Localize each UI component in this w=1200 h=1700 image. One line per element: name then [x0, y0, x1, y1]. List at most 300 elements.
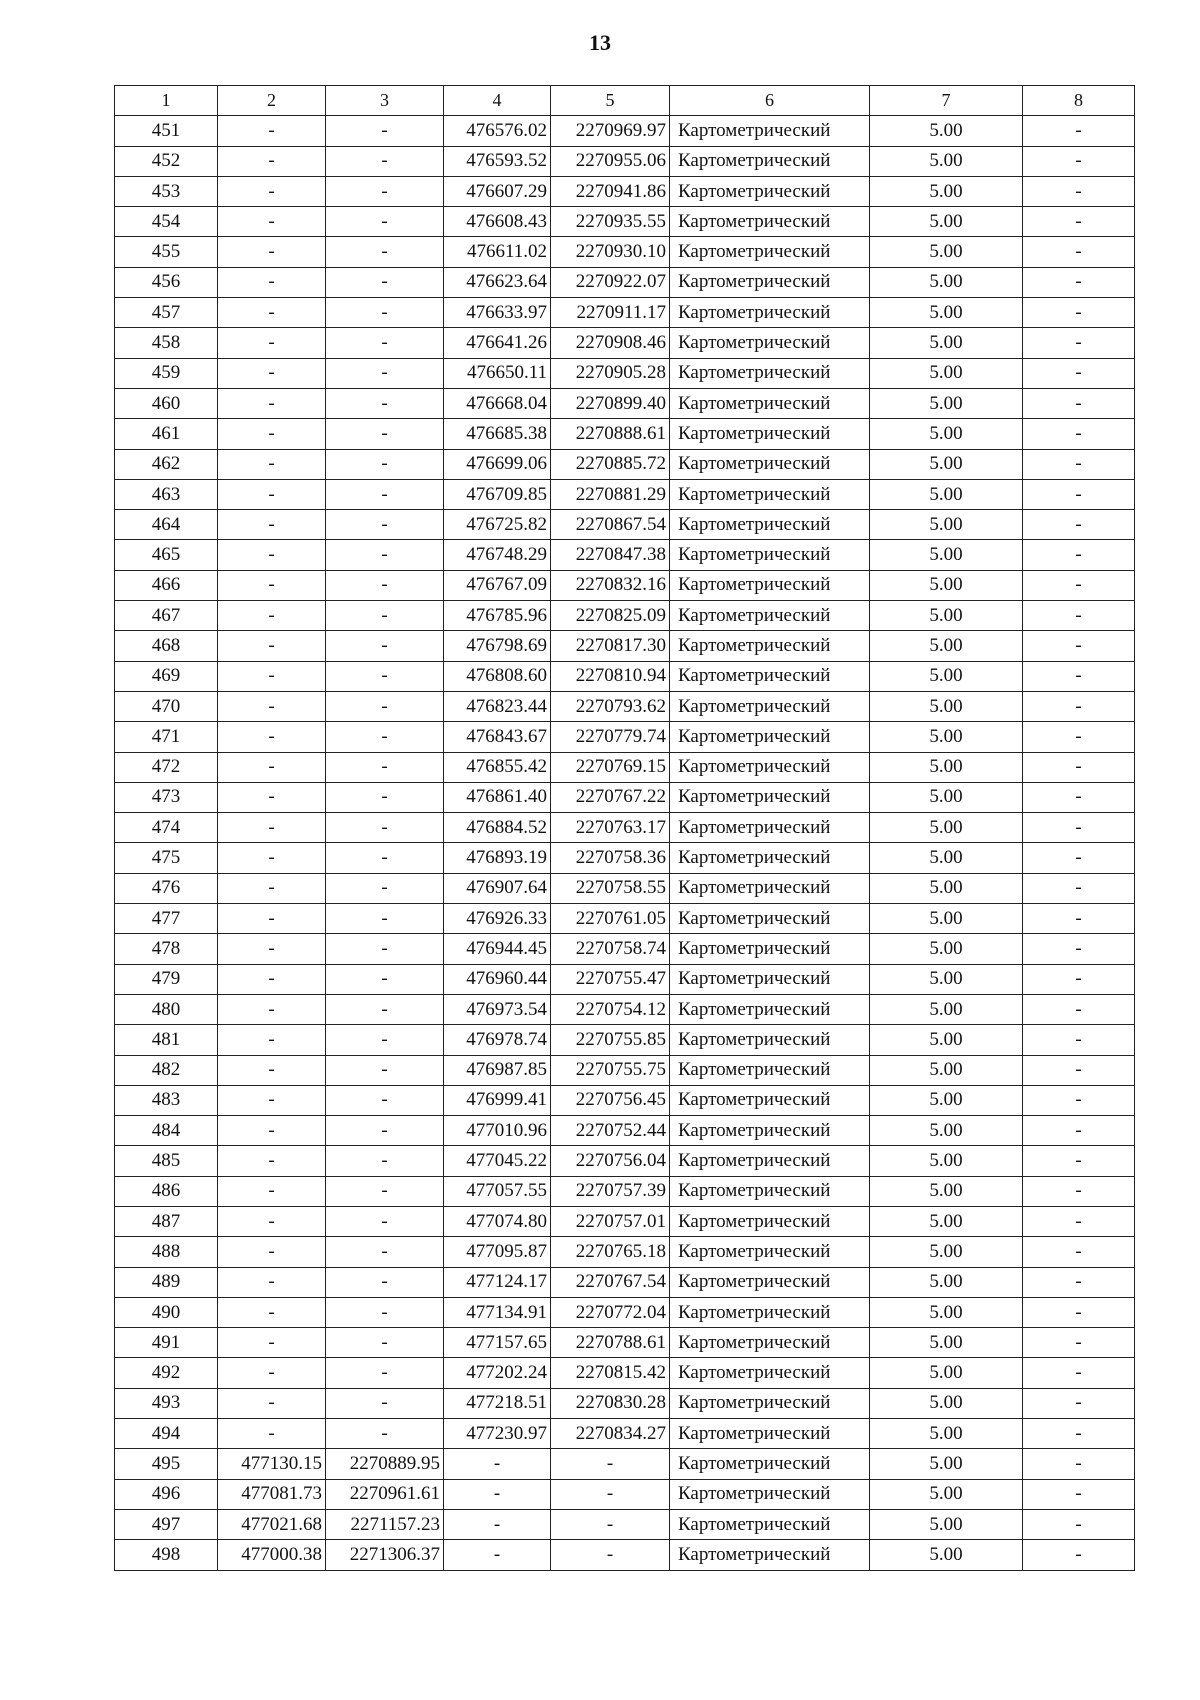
col2-x-cell: -: [218, 1206, 326, 1236]
method-cell: Картометрический: [670, 328, 870, 358]
point-number-cell: 462: [115, 449, 218, 479]
col5-y-cell: 2270761.05: [551, 904, 670, 934]
col5-y-cell: 2270767.22: [551, 782, 670, 812]
col8-cell: -: [1023, 1358, 1135, 1388]
method-cell: Картометрический: [670, 1085, 870, 1115]
accuracy-cell: 5.00: [870, 479, 1023, 509]
point-number-cell: 451: [115, 116, 218, 146]
col4-x-cell: 476785.96: [444, 601, 551, 631]
col4-x-cell: 476808.60: [444, 661, 551, 691]
col3-y-cell: 2271306.37: [326, 1540, 444, 1570]
accuracy-cell: 5.00: [870, 1479, 1023, 1509]
table-row: [115, 1055, 1135, 1085]
col3-y-cell: -: [326, 964, 444, 994]
col2-x-cell: -: [218, 388, 326, 418]
accuracy-cell: 5.00: [870, 782, 1023, 812]
col3-y-cell: -: [326, 510, 444, 540]
method-cell: Картометрический: [670, 1328, 870, 1358]
col5-y-cell: 2270772.04: [551, 1297, 670, 1327]
col4-x-cell: 477074.80: [444, 1206, 551, 1236]
col4-x-cell: 476725.82: [444, 510, 551, 540]
col3-y-cell: -: [326, 116, 444, 146]
accuracy-cell: 5.00: [870, 994, 1023, 1024]
col2-x-cell: -: [218, 661, 326, 691]
accuracy-cell: 5.00: [870, 1116, 1023, 1146]
col3-y-cell: -: [326, 146, 444, 176]
col8-cell: -: [1023, 298, 1135, 328]
accuracy-cell: 5.00: [870, 1358, 1023, 1388]
col5-y-cell: 2270941.86: [551, 176, 670, 206]
col3-y-cell: -: [326, 358, 444, 388]
col5-y-cell: 2270969.97: [551, 116, 670, 146]
col8-cell: -: [1023, 388, 1135, 418]
accuracy-cell: 5.00: [870, 419, 1023, 449]
col5-y-cell: 2270757.01: [551, 1206, 670, 1236]
col5-y-cell: 2270817.30: [551, 631, 670, 661]
table-row: [115, 1297, 1135, 1327]
col3-y-cell: -: [326, 1085, 444, 1115]
col5-y-cell: 2270899.40: [551, 388, 670, 418]
accuracy-cell: 5.00: [870, 631, 1023, 661]
table-row: [115, 510, 1135, 540]
table-row: [115, 146, 1135, 176]
accuracy-cell: 5.00: [870, 691, 1023, 721]
col3-y-cell: -: [326, 388, 444, 418]
col8-cell: -: [1023, 691, 1135, 721]
accuracy-cell: 5.00: [870, 873, 1023, 903]
point-number-cell: 474: [115, 813, 218, 843]
method-cell: Картометрический: [670, 1267, 870, 1297]
accuracy-cell: 5.00: [870, 843, 1023, 873]
col8-cell: -: [1023, 843, 1135, 873]
col4-x-cell: -: [444, 1449, 551, 1479]
col3-y-cell: -: [326, 631, 444, 661]
col8-cell: -: [1023, 994, 1135, 1024]
table-row: [115, 298, 1135, 328]
table-row: [115, 358, 1135, 388]
method-cell: Картометрический: [670, 1206, 870, 1236]
col2-x-cell: -: [218, 479, 326, 509]
table-row: [115, 782, 1135, 812]
col8-cell: -: [1023, 1146, 1135, 1176]
column-header: 2: [218, 86, 326, 116]
point-number-cell: 453: [115, 176, 218, 206]
method-cell: Картометрический: [670, 964, 870, 994]
accuracy-cell: 5.00: [870, 1297, 1023, 1327]
method-cell: Картометрический: [670, 358, 870, 388]
col4-x-cell: 476944.45: [444, 934, 551, 964]
table-body: [115, 116, 1135, 1570]
col4-x-cell: 477057.55: [444, 1176, 551, 1206]
point-number-cell: 459: [115, 358, 218, 388]
col8-cell: -: [1023, 1025, 1135, 1055]
col2-x-cell: 477021.68: [218, 1509, 326, 1539]
table-row: [115, 904, 1135, 934]
col2-x-cell: -: [218, 358, 326, 388]
method-cell: Картометрический: [670, 237, 870, 267]
col8-cell: -: [1023, 1116, 1135, 1146]
col2-x-cell: -: [218, 994, 326, 1024]
table-row: [115, 722, 1135, 752]
table-row: [115, 813, 1135, 843]
col3-y-cell: -: [326, 934, 444, 964]
col2-x-cell: -: [218, 449, 326, 479]
accuracy-cell: 5.00: [870, 176, 1023, 206]
col8-cell: -: [1023, 661, 1135, 691]
col3-y-cell: -: [326, 237, 444, 267]
col8-cell: -: [1023, 904, 1135, 934]
col8-cell: -: [1023, 237, 1135, 267]
col8-cell: -: [1023, 419, 1135, 449]
col4-x-cell: -: [444, 1509, 551, 1539]
col5-y-cell: 2270752.44: [551, 1116, 670, 1146]
col8-cell: -: [1023, 1328, 1135, 1358]
col2-x-cell: -: [218, 631, 326, 661]
col4-x-cell: 476926.33: [444, 904, 551, 934]
method-cell: Картометрический: [670, 1237, 870, 1267]
column-header: 1: [115, 86, 218, 116]
accuracy-cell: 5.00: [870, 1449, 1023, 1479]
col2-x-cell: -: [218, 267, 326, 297]
table-row: [115, 1025, 1135, 1055]
method-cell: Картометрический: [670, 510, 870, 540]
col8-cell: -: [1023, 752, 1135, 782]
col8-cell: -: [1023, 934, 1135, 964]
method-cell: Картометрический: [670, 298, 870, 328]
method-cell: Картометрический: [670, 388, 870, 418]
col2-x-cell: -: [218, 176, 326, 206]
col4-x-cell: 476843.67: [444, 722, 551, 752]
col3-y-cell: -: [326, 540, 444, 570]
table-row: [115, 237, 1135, 267]
accuracy-cell: 5.00: [870, 964, 1023, 994]
col5-y-cell: 2270885.72: [551, 449, 670, 479]
col5-y-cell: 2270758.36: [551, 843, 670, 873]
col8-cell: -: [1023, 1055, 1135, 1085]
col3-y-cell: -: [326, 843, 444, 873]
table-row: [115, 873, 1135, 903]
method-cell: Картометрический: [670, 449, 870, 479]
table-row: [115, 994, 1135, 1024]
accuracy-cell: 5.00: [870, 1206, 1023, 1236]
point-number-cell: 455: [115, 237, 218, 267]
col5-y-cell: -: [551, 1479, 670, 1509]
table-row: [115, 1176, 1135, 1206]
col2-x-cell: -: [218, 298, 326, 328]
col3-y-cell: -: [326, 1328, 444, 1358]
col3-y-cell: -: [326, 661, 444, 691]
col5-y-cell: 2270756.45: [551, 1085, 670, 1115]
col8-cell: -: [1023, 328, 1135, 358]
table-row: [115, 449, 1135, 479]
col2-x-cell: -: [218, 964, 326, 994]
col5-y-cell: 2270922.07: [551, 267, 670, 297]
point-number-cell: 465: [115, 540, 218, 570]
method-cell: Картометрический: [670, 146, 870, 176]
accuracy-cell: 5.00: [870, 1328, 1023, 1358]
col5-y-cell: 2270758.55: [551, 873, 670, 903]
point-number-cell: 479: [115, 964, 218, 994]
col2-x-cell: -: [218, 782, 326, 812]
table-row: [115, 1540, 1135, 1570]
method-cell: Картометрический: [670, 1358, 870, 1388]
col5-y-cell: 2270788.61: [551, 1328, 670, 1358]
col4-x-cell: 476641.26: [444, 328, 551, 358]
accuracy-cell: 5.00: [870, 207, 1023, 237]
table-row: [115, 570, 1135, 600]
col3-y-cell: -: [326, 1358, 444, 1388]
col5-y-cell: -: [551, 1509, 670, 1539]
col2-x-cell: 477000.38: [218, 1540, 326, 1570]
col4-x-cell: 476633.97: [444, 298, 551, 328]
method-cell: Картометрический: [670, 116, 870, 146]
col3-y-cell: -: [326, 328, 444, 358]
point-number-cell: 464: [115, 510, 218, 540]
col3-y-cell: -: [326, 419, 444, 449]
col5-y-cell: 2270755.75: [551, 1055, 670, 1085]
column-header: 4: [444, 86, 551, 116]
col3-y-cell: -: [326, 298, 444, 328]
accuracy-cell: 5.00: [870, 510, 1023, 540]
col2-x-cell: -: [218, 1055, 326, 1085]
col4-x-cell: 476650.11: [444, 358, 551, 388]
col8-cell: -: [1023, 176, 1135, 206]
col2-x-cell: -: [218, 510, 326, 540]
col8-cell: -: [1023, 479, 1135, 509]
col3-y-cell: 2270961.61: [326, 1479, 444, 1509]
point-number-cell: 480: [115, 994, 218, 1024]
col3-y-cell: -: [326, 994, 444, 1024]
col5-y-cell: 2270935.55: [551, 207, 670, 237]
method-cell: Картометрический: [670, 479, 870, 509]
point-number-cell: 472: [115, 752, 218, 782]
col4-x-cell: 476823.44: [444, 691, 551, 721]
col3-y-cell: -: [326, 1116, 444, 1146]
col5-y-cell: 2270834.27: [551, 1419, 670, 1449]
col8-cell: -: [1023, 1267, 1135, 1297]
accuracy-cell: 5.00: [870, 388, 1023, 418]
accuracy-cell: 5.00: [870, 601, 1023, 631]
column-header: 8: [1023, 86, 1135, 116]
point-number-cell: 460: [115, 388, 218, 418]
col4-x-cell: 476699.06: [444, 449, 551, 479]
table-row: [115, 419, 1135, 449]
col5-y-cell: 2270754.12: [551, 994, 670, 1024]
table-row: [115, 1479, 1135, 1509]
point-number-cell: 467: [115, 601, 218, 631]
point-number-cell: 469: [115, 661, 218, 691]
method-cell: Картометрический: [670, 994, 870, 1024]
accuracy-cell: 5.00: [870, 116, 1023, 146]
table-row: [115, 843, 1135, 873]
accuracy-cell: 5.00: [870, 1085, 1023, 1115]
col4-x-cell: 476668.04: [444, 388, 551, 418]
column-header: 7: [870, 86, 1023, 116]
col2-x-cell: -: [218, 1116, 326, 1146]
table-row: [115, 752, 1135, 782]
point-number-cell: 477: [115, 904, 218, 934]
method-cell: Картометрический: [670, 1176, 870, 1206]
col3-y-cell: -: [326, 873, 444, 903]
point-number-cell: 468: [115, 631, 218, 661]
col2-x-cell: 477081.73: [218, 1479, 326, 1509]
col5-y-cell: 2270755.47: [551, 964, 670, 994]
accuracy-cell: 5.00: [870, 722, 1023, 752]
col2-x-cell: -: [218, 1297, 326, 1327]
col5-y-cell: 2270825.09: [551, 601, 670, 631]
col8-cell: -: [1023, 873, 1135, 903]
method-cell: Картометрический: [670, 722, 870, 752]
col3-y-cell: -: [326, 1419, 444, 1449]
col3-y-cell: -: [326, 479, 444, 509]
table-row: [115, 1237, 1135, 1267]
method-cell: Картометрический: [670, 1509, 870, 1539]
col8-cell: -: [1023, 1085, 1135, 1115]
col4-x-cell: -: [444, 1540, 551, 1570]
col5-y-cell: 2270830.28: [551, 1388, 670, 1418]
col5-y-cell: 2270793.62: [551, 691, 670, 721]
col3-y-cell: -: [326, 1025, 444, 1055]
col2-x-cell: -: [218, 1419, 326, 1449]
col3-y-cell: -: [326, 691, 444, 721]
point-number-cell: 470: [115, 691, 218, 721]
col5-y-cell: 2270881.29: [551, 479, 670, 509]
point-number-cell: 458: [115, 328, 218, 358]
table-row: [115, 631, 1135, 661]
col4-x-cell: 476685.38: [444, 419, 551, 449]
point-number-cell: 490: [115, 1297, 218, 1327]
col5-y-cell: 2270930.10: [551, 237, 670, 267]
col4-x-cell: 476855.42: [444, 752, 551, 782]
table-row: [115, 601, 1135, 631]
point-number-cell: 485: [115, 1146, 218, 1176]
column-header: 3: [326, 86, 444, 116]
col2-x-cell: -: [218, 1025, 326, 1055]
col8-cell: -: [1023, 449, 1135, 479]
col5-y-cell: 2270765.18: [551, 1237, 670, 1267]
method-cell: Картометрический: [670, 1116, 870, 1146]
column-header: 6: [670, 86, 870, 116]
col8-cell: -: [1023, 631, 1135, 661]
col3-y-cell: 2270889.95: [326, 1449, 444, 1479]
col5-y-cell: 2270832.16: [551, 570, 670, 600]
col5-y-cell: 2270955.06: [551, 146, 670, 176]
col8-cell: -: [1023, 722, 1135, 752]
col2-x-cell: 477130.15: [218, 1449, 326, 1479]
col3-y-cell: -: [326, 449, 444, 479]
method-cell: Картометрический: [670, 752, 870, 782]
accuracy-cell: 5.00: [870, 298, 1023, 328]
column-header: 5: [551, 86, 670, 116]
method-cell: Картометрический: [670, 176, 870, 206]
col8-cell: -: [1023, 1419, 1135, 1449]
point-number-cell: 471: [115, 722, 218, 752]
col4-x-cell: 476861.40: [444, 782, 551, 812]
col4-x-cell: 477010.96: [444, 1116, 551, 1146]
col5-y-cell: 2270758.74: [551, 934, 670, 964]
method-cell: Картометрический: [670, 631, 870, 661]
col8-cell: -: [1023, 1449, 1135, 1479]
col2-x-cell: -: [218, 1237, 326, 1267]
col8-cell: -: [1023, 1540, 1135, 1570]
col2-x-cell: -: [218, 1146, 326, 1176]
table-row: [115, 1388, 1135, 1418]
col2-x-cell: -: [218, 328, 326, 358]
col4-x-cell: 477045.22: [444, 1146, 551, 1176]
table-row: [115, 1449, 1135, 1479]
col8-cell: -: [1023, 146, 1135, 176]
point-number-cell: 489: [115, 1267, 218, 1297]
col3-y-cell: -: [326, 1297, 444, 1327]
col5-y-cell: -: [551, 1540, 670, 1570]
method-cell: Картометрический: [670, 1449, 870, 1479]
col4-x-cell: 476709.85: [444, 479, 551, 509]
accuracy-cell: 5.00: [870, 1055, 1023, 1085]
col8-cell: -: [1023, 1176, 1135, 1206]
table-row: [115, 1206, 1135, 1236]
col4-x-cell: 476607.29: [444, 176, 551, 206]
accuracy-cell: 5.00: [870, 904, 1023, 934]
table-header-row: [115, 86, 1135, 116]
col5-y-cell: 2270867.54: [551, 510, 670, 540]
col2-x-cell: -: [218, 934, 326, 964]
accuracy-cell: 5.00: [870, 661, 1023, 691]
method-cell: Картометрический: [670, 570, 870, 600]
col8-cell: -: [1023, 116, 1135, 146]
method-cell: Картометрический: [670, 1419, 870, 1449]
point-number-cell: 498: [115, 1540, 218, 1570]
accuracy-cell: 5.00: [870, 752, 1023, 782]
col2-x-cell: -: [218, 1176, 326, 1206]
col4-x-cell: 476960.44: [444, 964, 551, 994]
col2-x-cell: -: [218, 1267, 326, 1297]
point-number-cell: 496: [115, 1479, 218, 1509]
table-row: [115, 1419, 1135, 1449]
col3-y-cell: -: [326, 267, 444, 297]
method-cell: Картометрический: [670, 843, 870, 873]
col3-y-cell: 2271157.23: [326, 1509, 444, 1539]
accuracy-cell: 5.00: [870, 813, 1023, 843]
table-row: [115, 388, 1135, 418]
page-number: 13: [589, 30, 611, 55]
accuracy-cell: 5.00: [870, 267, 1023, 297]
method-cell: Картометрический: [670, 904, 870, 934]
accuracy-cell: 5.00: [870, 1267, 1023, 1297]
col4-x-cell: 477230.97: [444, 1419, 551, 1449]
col2-x-cell: -: [218, 207, 326, 237]
method-cell: Картометрический: [670, 419, 870, 449]
method-cell: Картометрический: [670, 1146, 870, 1176]
method-cell: Картометрический: [670, 540, 870, 570]
point-number-cell: 457: [115, 298, 218, 328]
accuracy-cell: 5.00: [870, 570, 1023, 600]
point-number-cell: 491: [115, 1328, 218, 1358]
accuracy-cell: 5.00: [870, 540, 1023, 570]
point-number-cell: 482: [115, 1055, 218, 1085]
col2-x-cell: -: [218, 813, 326, 843]
point-number-cell: 454: [115, 207, 218, 237]
point-number-cell: 493: [115, 1388, 218, 1418]
col3-y-cell: -: [326, 1206, 444, 1236]
accuracy-cell: 5.00: [870, 1146, 1023, 1176]
method-cell: Картометрический: [670, 1055, 870, 1085]
method-cell: Картометрический: [670, 267, 870, 297]
col3-y-cell: -: [326, 1146, 444, 1176]
method-cell: Картометрический: [670, 1540, 870, 1570]
col8-cell: -: [1023, 207, 1135, 237]
table-row: [115, 540, 1135, 570]
point-number-cell: 494: [115, 1419, 218, 1449]
